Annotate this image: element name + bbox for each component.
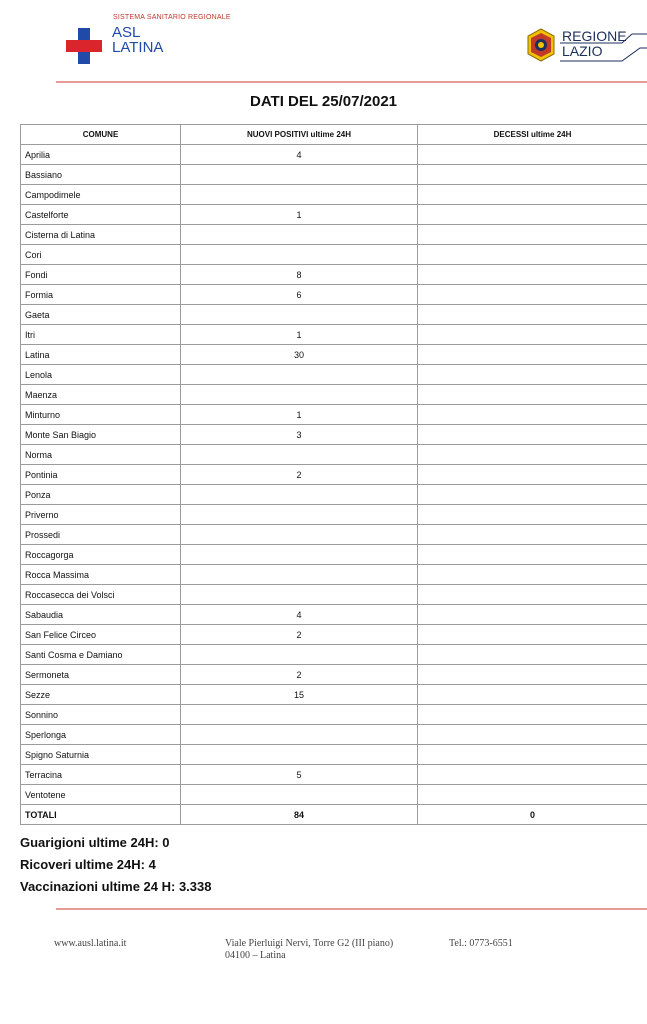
footer-address-line2: 04100 – Latina xyxy=(225,950,286,961)
cell-positivi: 2 xyxy=(181,665,418,685)
table-row xyxy=(21,585,647,605)
cell-decessi xyxy=(418,185,647,205)
table-row xyxy=(21,205,647,225)
table-row xyxy=(21,285,647,305)
cell-positivi: 6 xyxy=(181,285,418,305)
cell-decessi xyxy=(418,385,647,405)
cell-comune: Priverno xyxy=(21,505,181,525)
table-row xyxy=(21,485,647,505)
cell-decessi xyxy=(418,425,647,445)
table-row xyxy=(21,385,647,405)
column-header-decessi: DECESSI ultime 24H xyxy=(418,125,647,145)
table-row xyxy=(21,145,647,165)
cell-comune: Sperlonga xyxy=(21,725,181,745)
cell-comune: Cori xyxy=(21,245,181,265)
cell-positivi xyxy=(181,305,418,325)
cell-decessi xyxy=(418,345,647,365)
cell-positivi xyxy=(181,545,418,565)
cell-positivi: 5 xyxy=(181,765,418,785)
cell-positivi xyxy=(181,165,418,185)
cell-decessi xyxy=(418,585,647,605)
cell-comune: Sabaudia xyxy=(21,605,181,625)
cell-decessi xyxy=(418,445,647,465)
cell-decessi xyxy=(418,365,647,385)
cell-positivi xyxy=(181,245,418,265)
table-row xyxy=(21,425,647,445)
asl-name-line1: ASL xyxy=(112,24,141,41)
cell-positivi xyxy=(181,385,418,405)
cell-decessi xyxy=(418,405,647,425)
table-row xyxy=(21,765,647,785)
footer-phone: Tel.: 0773-6551 xyxy=(449,938,513,949)
cell-positivi xyxy=(181,225,418,245)
cell-decessi xyxy=(418,565,647,585)
cell-comune: Maenza xyxy=(21,385,181,405)
cell-decessi xyxy=(418,605,647,625)
summary-vaccinazioni: Vaccinazioni ultime 24 H: 3.338 xyxy=(20,879,212,894)
cell-comune: Bassiano xyxy=(21,165,181,185)
cell-comune: Latina xyxy=(21,345,181,365)
cell-comune: Sezze xyxy=(21,685,181,705)
region-banner-lines xyxy=(560,28,647,64)
cell-comune: Campodimele xyxy=(21,185,181,205)
cell-comune: Roccasecca dei Volsci xyxy=(21,585,181,605)
column-header-positivi: NUOVI POSITIVI ultime 24H xyxy=(181,125,418,145)
table-row xyxy=(21,625,647,645)
table-row xyxy=(21,365,647,385)
cell-comune: Santi Cosma e Damiano xyxy=(21,645,181,665)
cell-comune: Cisterna di Latina xyxy=(21,225,181,245)
cell-comune: Lenola xyxy=(21,365,181,385)
cell-positivi: 15 xyxy=(181,685,418,705)
cell-comune: Sonnino xyxy=(21,705,181,725)
cell-decessi xyxy=(418,225,647,245)
totals-positivi: 84 xyxy=(181,805,418,825)
totals-decessi: 0 xyxy=(418,805,647,825)
table-row xyxy=(21,545,647,565)
cell-positivi: 2 xyxy=(181,465,418,485)
cell-positivi: 4 xyxy=(181,145,418,165)
summary-guarigioni: Guarigioni ultime 24H: 0 xyxy=(20,835,170,850)
cell-decessi xyxy=(418,145,647,165)
table-row xyxy=(21,345,647,365)
table-row xyxy=(21,725,647,745)
cell-decessi xyxy=(418,305,647,325)
cell-positivi: 4 xyxy=(181,605,418,625)
cell-decessi xyxy=(418,265,647,285)
table-row xyxy=(21,565,647,585)
cell-comune: Ponza xyxy=(21,485,181,505)
table-row xyxy=(21,445,647,465)
cell-positivi: 1 xyxy=(181,405,418,425)
table-row xyxy=(21,245,647,265)
cell-positivi xyxy=(181,365,418,385)
cell-positivi xyxy=(181,785,418,805)
cell-decessi xyxy=(418,625,647,645)
table-row xyxy=(21,505,647,525)
cell-decessi xyxy=(418,765,647,785)
table-row xyxy=(21,225,647,245)
cell-positivi xyxy=(181,705,418,725)
cell-positivi xyxy=(181,585,418,605)
cell-decessi xyxy=(418,785,647,805)
summary-ricoveri: Ricoveri ultime 24H: 4 xyxy=(20,857,156,872)
column-header-comune: COMUNE xyxy=(21,125,181,145)
cell-positivi xyxy=(181,645,418,665)
footer-divider xyxy=(56,908,647,910)
table-row xyxy=(21,465,647,485)
cell-comune: Ventotene xyxy=(21,785,181,805)
table-row xyxy=(21,665,647,685)
table-row xyxy=(21,645,647,665)
region-name-line1: REGIONE xyxy=(562,28,627,44)
cell-decessi xyxy=(418,545,647,565)
cell-positivi: 1 xyxy=(181,205,418,225)
header-divider xyxy=(56,81,647,83)
cell-decessi xyxy=(418,465,647,485)
cell-comune: Spigno Saturnia xyxy=(21,745,181,765)
table-row xyxy=(21,605,647,625)
cell-decessi xyxy=(418,525,647,545)
cell-comune: Castelforte xyxy=(21,205,181,225)
cell-positivi: 8 xyxy=(181,265,418,285)
footer-website: www.ausl.latina.it xyxy=(54,938,127,949)
cell-comune: Roccagorga xyxy=(21,545,181,565)
table-row xyxy=(21,785,647,805)
cell-positivi xyxy=(181,745,418,765)
cell-comune: Fondi xyxy=(21,265,181,285)
asl-name-line2: LATINA xyxy=(112,39,164,56)
table-row xyxy=(21,705,647,725)
regione-lazio-crest-icon xyxy=(526,28,556,62)
cell-comune: Terracina xyxy=(21,765,181,785)
footer-address-line1: Viale Pierluigi Nervi, Torre G2 (III piano) xyxy=(225,938,394,949)
cell-positivi xyxy=(181,725,418,745)
region-name-line2: LAZIO xyxy=(562,43,603,59)
system-label: SISTEMA SANITARIO REGIONALE xyxy=(113,14,231,21)
cell-positivi xyxy=(181,485,418,505)
cell-comune: Formia xyxy=(21,285,181,305)
totals-row xyxy=(21,805,647,825)
cell-positivi xyxy=(181,185,418,205)
cell-comune: Pontinia xyxy=(21,465,181,485)
cell-positivi xyxy=(181,525,418,545)
cell-decessi xyxy=(418,645,647,665)
table-row xyxy=(21,325,647,345)
cell-comune: Itri xyxy=(21,325,181,345)
cell-positivi xyxy=(181,505,418,525)
cell-decessi xyxy=(418,285,647,305)
table-row xyxy=(21,305,647,325)
cell-comune: Gaeta xyxy=(21,305,181,325)
cell-positivi: 1 xyxy=(181,325,418,345)
table-header-row xyxy=(21,125,647,145)
cell-comune: Monte San Biagio xyxy=(21,425,181,445)
table-row xyxy=(21,185,647,205)
cell-positivi: 3 xyxy=(181,425,418,445)
totals-label: TOTALI xyxy=(21,805,181,825)
cell-comune: San Felice Circeo xyxy=(21,625,181,645)
cell-decessi xyxy=(418,245,647,265)
cell-decessi xyxy=(418,725,647,745)
cell-positivi: 30 xyxy=(181,345,418,365)
cell-decessi xyxy=(418,745,647,765)
cell-positivi xyxy=(181,565,418,585)
cell-positivi: 2 xyxy=(181,625,418,645)
cell-comune: Sermoneta xyxy=(21,665,181,685)
cell-decessi xyxy=(418,485,647,505)
cell-decessi xyxy=(418,505,647,525)
cell-decessi xyxy=(418,165,647,185)
asl-cross-logo xyxy=(66,28,102,64)
cell-comune: Prossedi xyxy=(21,525,181,545)
page-title: DATI DEL 25/07/2021 xyxy=(249,93,398,110)
table-row xyxy=(21,685,647,705)
asl-name xyxy=(112,25,163,55)
cell-positivi xyxy=(181,445,418,465)
cell-comune: Rocca Massima xyxy=(21,565,181,585)
cell-comune: Minturno xyxy=(21,405,181,425)
cases-table xyxy=(20,124,647,825)
cell-decessi xyxy=(418,705,647,725)
footer-address xyxy=(225,938,393,962)
table-row xyxy=(21,265,647,285)
cell-decessi xyxy=(418,325,647,345)
table-row xyxy=(21,745,647,765)
table-row xyxy=(21,525,647,545)
table-row xyxy=(21,165,647,185)
cell-comune: Aprilia xyxy=(21,145,181,165)
cell-decessi xyxy=(418,205,647,225)
table-row xyxy=(21,405,647,425)
cell-comune: Norma xyxy=(21,445,181,465)
cell-decessi xyxy=(418,685,647,705)
cell-decessi xyxy=(418,665,647,685)
